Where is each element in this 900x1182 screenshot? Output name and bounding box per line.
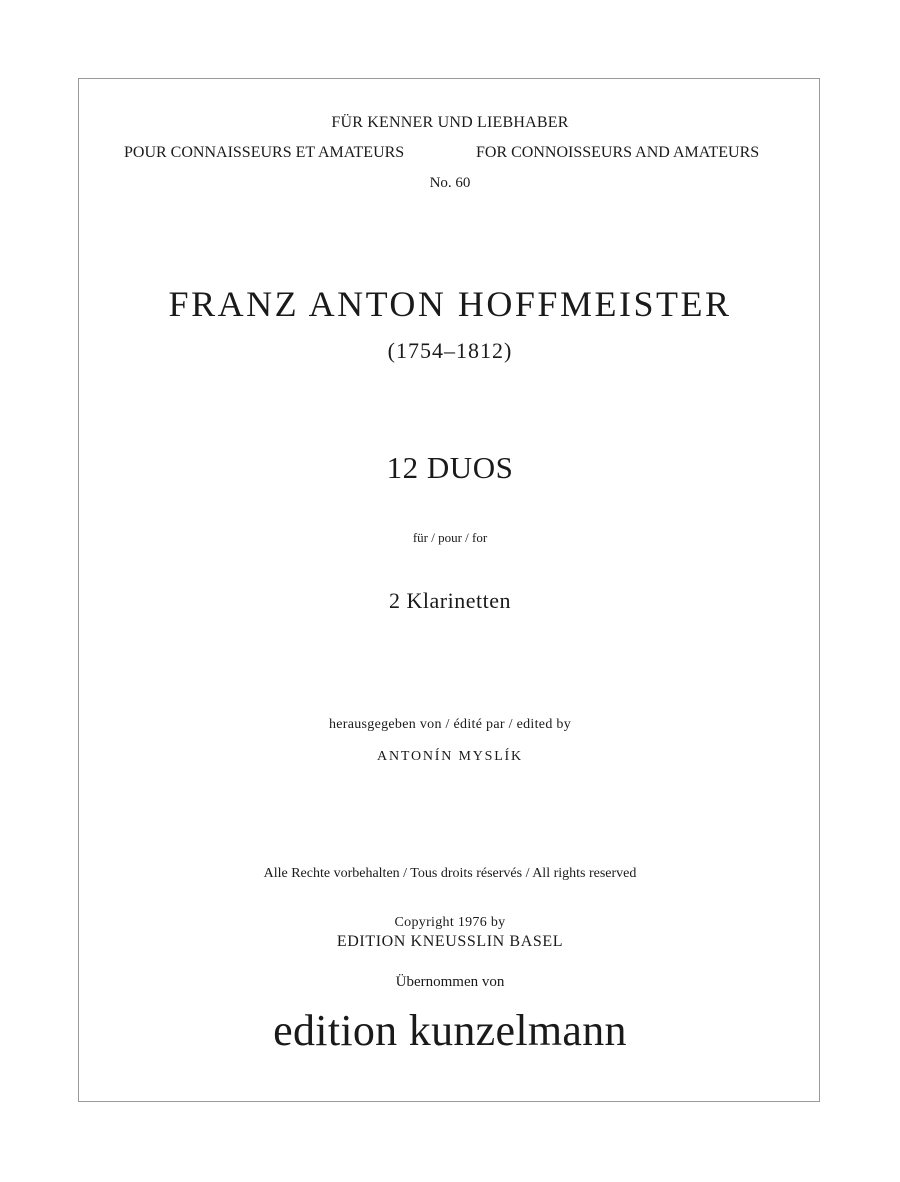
composer-name: FRANZ ANTON HOFFMEISTER bbox=[168, 284, 732, 324]
series-title: FÜR KENNER UND LIEBHABER bbox=[331, 114, 569, 131]
series-number: No. 60 bbox=[429, 175, 471, 191]
composer-dates: (1754–1812) bbox=[387, 338, 513, 363]
rights-notice: Alle Rechte vorbehalten / Tous droits réservés / All rights reserved bbox=[263, 866, 637, 881]
for-label: für / pour / for bbox=[412, 530, 488, 545]
publisher-brand: edition kunzelmann bbox=[273, 1006, 627, 1055]
taken-over-label: Übernommen von bbox=[395, 974, 505, 990]
instrumentation: 2 Klarinetten bbox=[389, 588, 511, 613]
editor-name: ANTONÍN MYSLÍK bbox=[377, 749, 523, 764]
copyright-line: Copyright 1976 by bbox=[394, 915, 506, 930]
work-title: 12 DUOS bbox=[386, 450, 514, 485]
original-publisher: EDITION KNEUSSLIN BASEL bbox=[336, 933, 564, 950]
series-subtitle-french: POUR CONNAISSEURS ET AMATEURS bbox=[124, 144, 405, 161]
series-subtitle-english: FOR CONNOISSEURS AND AMATEURS bbox=[476, 144, 760, 161]
edited-by-label: herausgegeben von / édité par / edited by bbox=[328, 717, 572, 732]
